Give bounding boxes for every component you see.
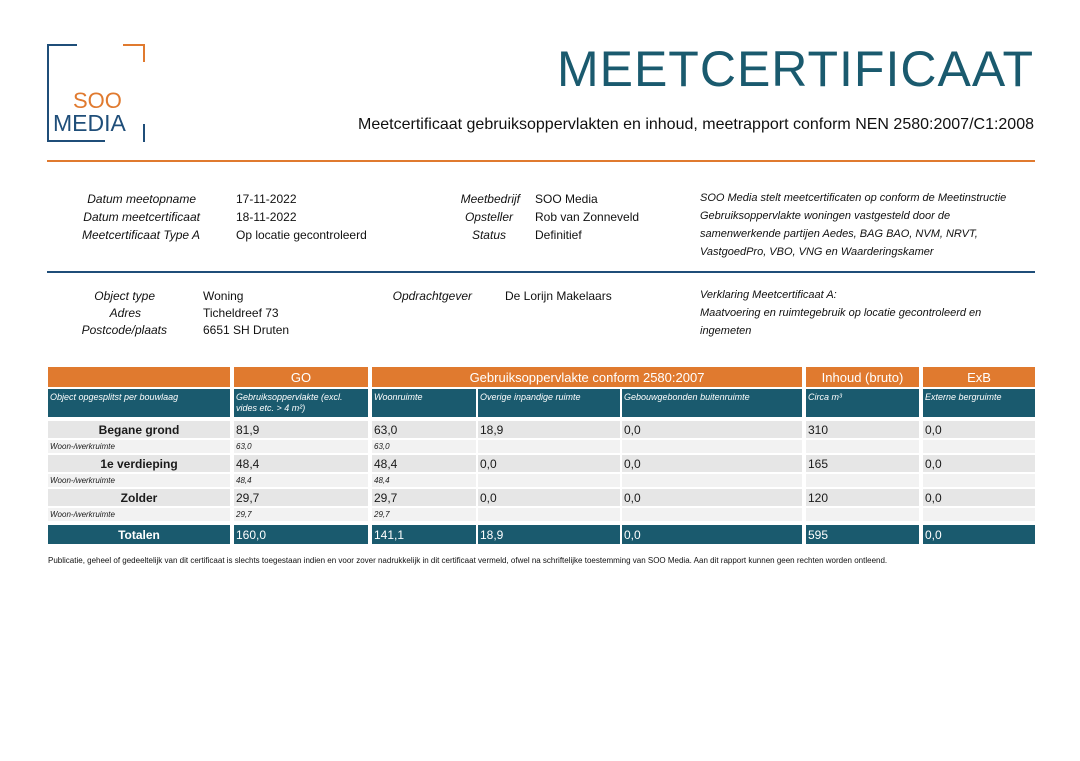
meta-label: Meetcertificaat Type A <box>81 228 200 242</box>
table-cell: 18,9 <box>478 421 620 438</box>
logo-text-soo: SOO <box>73 88 122 113</box>
table-column-header: Overige inpandige ruimte <box>478 389 620 417</box>
table-cell: 81,9 <box>234 421 368 438</box>
page-title: MEETCERTIFICAAT <box>556 41 1034 97</box>
table-subrow-cell <box>923 474 1035 487</box>
meta-note <box>700 189 1006 261</box>
divider-blue <box>47 271 1035 273</box>
logo-frame-line <box>47 44 77 46</box>
table-row-label: Zolder <box>48 489 230 506</box>
table-totals-cell: 0,0 <box>923 525 1035 544</box>
client-label: Opdrachtgever <box>392 289 472 303</box>
meta-value: 18-11-2022 <box>236 210 297 224</box>
table-group-header: Gebruiksoppervlakte conform 2580:2007 <box>372 367 802 387</box>
table-cell: 48,4 <box>234 455 368 472</box>
table-column-header: Gebruiksoppervlakte (excl. vides etc. > 4 m²) <box>234 389 368 417</box>
client-value: De Lorijn Makelaars <box>505 289 612 303</box>
table-row-label: Begane grond <box>48 421 230 438</box>
table-cell: 0,0 <box>923 421 1035 438</box>
logo-frame-line <box>47 44 49 142</box>
table-column-header: Externe bergruimte <box>923 389 1035 417</box>
table-cell: 0,0 <box>622 455 802 472</box>
table-column-header: Woonruimte <box>372 389 476 417</box>
meta-note-line: Gebruiksoppervlakte woningen vastgesteld door de <box>700 210 951 222</box>
declaration-line: Verklaring Meetcertificaat A: <box>700 289 837 301</box>
meta-value: 17-11-2022 <box>236 192 297 206</box>
table-cell: 0,0 <box>622 489 802 506</box>
object-label: Object type <box>94 289 155 303</box>
table-column-header: Gebouwgebonden buitenruimte <box>622 389 802 417</box>
table-cell: 165 <box>806 455 919 472</box>
table-row-label: 1e verdieping <box>48 455 230 472</box>
table-cell: 29,7 <box>234 489 368 506</box>
table-group-header: ExB <box>923 367 1035 387</box>
meta-label: Status <box>471 228 506 242</box>
table-subrow-cell <box>478 474 620 487</box>
table-subrow-cell: 29,7 <box>372 508 476 521</box>
declaration-line: ingemeten <box>700 325 752 337</box>
table-cell: 48,4 <box>372 455 476 472</box>
footer-disclaimer: Publicatie, geheel of gedeeltelijk van dit certificaat is slechts toegestaan indien en voor zover nadrukkelijk in dit certificaat vermeld, ofwel na schriftelijke toestemming van SOO Media. Aan dit rapport kunnen geen rechten worden ontleend. <box>48 556 888 565</box>
table-cell: 120 <box>806 489 919 506</box>
logo-text-media: MEDIA <box>53 110 126 136</box>
table-cell: 29,7 <box>372 489 476 506</box>
table-group-header-blank <box>48 367 230 387</box>
meta-value: Definitief <box>535 228 582 242</box>
table-totals-cell: 160,0 <box>234 525 368 544</box>
table-subrow-cell <box>806 508 919 521</box>
table-cell: 0,0 <box>478 489 620 506</box>
object-label: Adres <box>109 306 141 320</box>
meta-label: Datum meetcertificaat <box>83 210 200 224</box>
table-group-header: Inhoud (bruto) <box>806 367 919 387</box>
table-totals-cell: 0,0 <box>622 525 802 544</box>
table-subrow-cell <box>622 474 802 487</box>
table-subrow-cell <box>622 440 802 453</box>
table-subrow-label: Woon-/werkruimte <box>48 508 230 521</box>
meta-label: Opsteller <box>464 210 513 224</box>
soo-media-logo <box>47 44 145 142</box>
logo-frame-line <box>143 44 145 62</box>
table-cell: 0,0 <box>478 455 620 472</box>
table-subrow-cell <box>923 508 1035 521</box>
divider-orange <box>47 160 1035 162</box>
table-totals-cell: 141,1 <box>372 525 476 544</box>
meta-value: Rob van Zonneveld <box>535 210 640 224</box>
meta-value: SOO Media <box>535 192 598 206</box>
object-label: Postcode/plaats <box>81 323 167 337</box>
meta-note-line: VastgoedPro, VBO, VNG en Waarderingskamer <box>700 246 934 258</box>
table-group-header: GO <box>234 367 368 387</box>
logo-frame-line <box>143 124 145 142</box>
table-subrow-cell <box>622 508 802 521</box>
table-subrow-cell <box>478 508 620 521</box>
table-cell: 0,0 <box>923 455 1035 472</box>
table-subrow-cell <box>478 440 620 453</box>
table-subrow-cell: 63,0 <box>372 440 476 453</box>
object-value: Ticheldreef 73 <box>203 306 279 320</box>
table-cell: 0,0 <box>622 421 802 438</box>
table-totals-cell: 18,9 <box>478 525 620 544</box>
meta-value: Op locatie gecontroleerd <box>236 228 367 242</box>
table-column-header: Circa m³ <box>806 389 919 417</box>
table-totals-cell: 595 <box>806 525 919 544</box>
table-subrow-cell: 48,4 <box>372 474 476 487</box>
meta-label: Datum meetopname <box>87 192 196 206</box>
object-value: 6651 SH Druten <box>203 323 290 337</box>
page-subtitle: Meetcertificaat gebruiksoppervlakten en inhoud, meetrapport conform NEN 2580:2007/C1:2008 <box>358 116 1034 133</box>
table-cell: 310 <box>806 421 919 438</box>
meta-note-line: SOO Media stelt meetcertificaten op conform de Meetinstructie <box>700 192 1007 204</box>
table-subrow-cell <box>923 440 1035 453</box>
declaration-line: Maatvoering en ruimtegebruik op locatie gecontroleerd en <box>700 307 982 319</box>
table-subrow-cell: 48,4 <box>234 474 368 487</box>
table-totals-label: Totalen <box>48 525 230 544</box>
table-subrow-cell <box>806 474 919 487</box>
table-subrow-cell <box>806 440 919 453</box>
declaration-note <box>700 286 981 340</box>
logo-frame-line <box>123 44 145 46</box>
meta-note-line: samenwerkende partijen Aedes, BAG BAO, NVM, NRVT, <box>700 228 978 240</box>
table-cell: 63,0 <box>372 421 476 438</box>
table-column-header: Object opgesplitst per bouwlaag <box>48 389 230 417</box>
table-subrow-cell: 63,0 <box>234 440 368 453</box>
object-value: Woning <box>203 289 244 303</box>
logo-frame-line <box>47 140 105 142</box>
table-cell: 0,0 <box>923 489 1035 506</box>
meta-label: Meetbedrijf <box>460 192 520 206</box>
table-subrow-label: Woon-/werkruimte <box>48 474 230 487</box>
table-subrow-cell: 29,7 <box>234 508 368 521</box>
table-subrow-label: Woon-/werkruimte <box>48 440 230 453</box>
